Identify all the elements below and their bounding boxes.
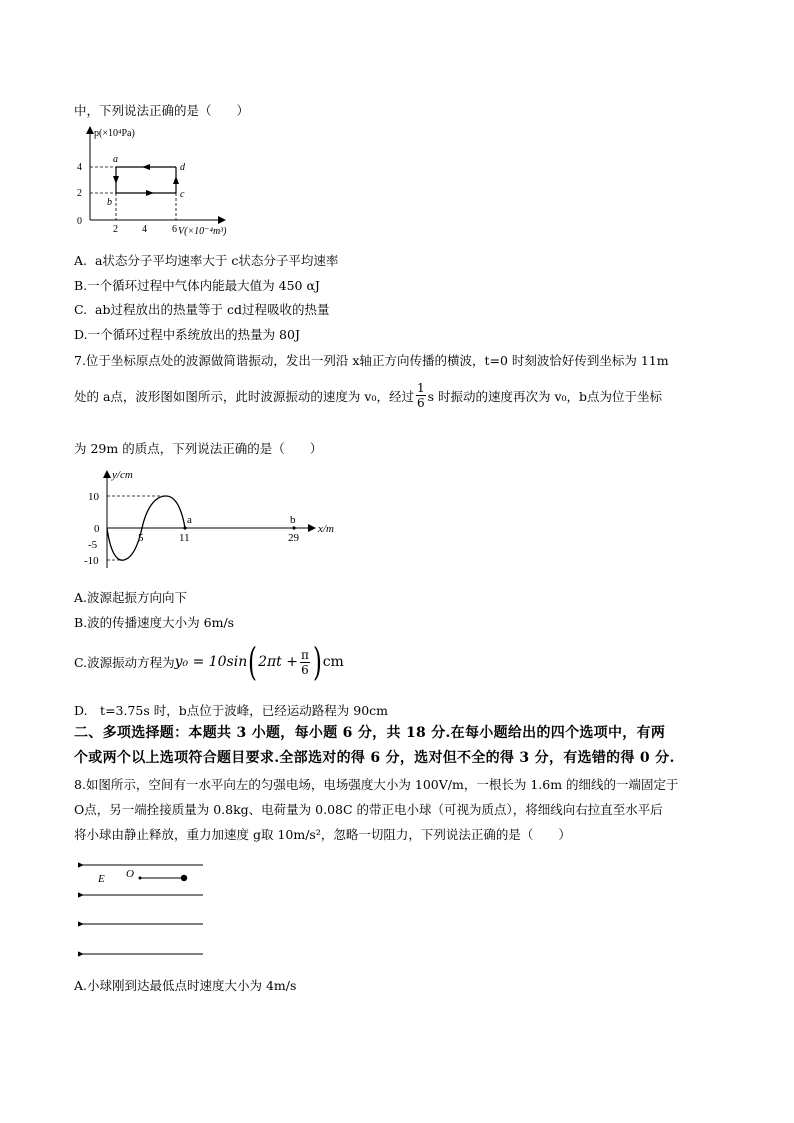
pv-point-a: a [113, 154, 118, 165]
q7-option-c-formula: y₀ = 10sin ( 2πt + $\frac{\pi}{6}$ ) cm [174, 640, 344, 684]
pv-point-b: b [107, 197, 112, 208]
pv-point-d: d [180, 162, 185, 173]
pv-xtick: 4 [142, 224, 147, 235]
wave-x-label: x/m [318, 523, 334, 535]
pv-xtick: 2 [113, 224, 118, 235]
wave-ytick: -5 [88, 539, 98, 551]
q8-stem-line3: 将小球由静止释放，重力加速度 g取 10m/s²，忽略一切阻力，下列说法正确的是（ ） [74, 827, 571, 842]
q7-option-a: A.波源起振方向向下 [74, 590, 188, 605]
q6-option-b: B.一个循环过程中气体内能最大值为 450 αJ [74, 278, 320, 293]
q8-stem-line2: O点，另一端拴接质量为 0.8kg、电荷量为 0.08C 的带正电小球（可视为质点），将细线向右拉直至水平后 [74, 802, 663, 817]
pivot-label-o: O [126, 868, 134, 880]
q6-option-a: A. a状态分子平均速率大于 c状态分子平均速率 [74, 253, 339, 268]
q7-stem-line1: 7.位于坐标原点处的波源做简谐振动，发出一列沿 x轴正方向传播的横波，t=0 时刻波恰好传到坐标为 11m [74, 353, 669, 368]
wave-point-a: a [187, 514, 192, 526]
pv-point-c: c [180, 189, 185, 200]
wave-ytick: 10 [88, 491, 99, 503]
q7-option-d: D. t=3.75s 时，b点位于波峰，已经运动路程为 90cm [74, 703, 389, 718]
q7-fraction: $\frac{1}{6}$ [416, 381, 425, 410]
q7-option-b: B.波的传播速度大小为 6m/s [74, 615, 235, 630]
q6-option-c: C. ab过程放出的热量等于 cd过程吸收的热量 [74, 302, 330, 317]
q6-stem-tail: 中，下列说法正确的是（ ） [74, 103, 250, 118]
q7-stem-line2: 处的 a点，波形图如图所示，此时波源振动的速度为 v₀，经过 $\frac{1}{6}$ s 时振动的速度再次为 v₀，b点为位于坐标 [74, 381, 663, 410]
wave-xtick: 29 [288, 532, 299, 544]
wave-y-label: y/cm [112, 469, 133, 481]
pv-x-label: V(×10⁻⁴m³) [178, 226, 227, 237]
field-figure [78, 855, 208, 965]
pv-arrow-right [146, 190, 154, 196]
wave-graph [74, 466, 354, 578]
pv-xtick: 6 [172, 224, 177, 235]
q7-stem-line3: 为 29m 的质点，下列说法正确的是（ ） [74, 441, 323, 456]
q6-option-d: D.一个循环过程中系统放出的热量为 80J [74, 327, 300, 342]
wave-ytick: -10 [84, 555, 99, 567]
pv-arrow-left [142, 164, 150, 170]
section2-heading-line2: 个或两个以上选项符合题目要求.全部选对的得 6 分，选对但不全的得 3 分，有选错的得 0 分. [74, 750, 675, 766]
wave-point-b: b [290, 514, 296, 526]
pv-ytick: 4 [77, 162, 82, 173]
charged-ball [181, 875, 187, 881]
field-label-e: E [98, 873, 105, 885]
q7-option-c: C.波源振动方程为 y₀ = 10sin ( 2πt + $\frac{\pi}{6}$ ) cm [74, 640, 344, 684]
q8-option-a: A.小球刚到达最低点时速度大小为 4m/s [74, 978, 297, 993]
wave-ytick: 0 [94, 523, 100, 535]
wave-xtick: 11 [179, 532, 190, 544]
wave-xtick: 5 [138, 532, 144, 544]
q8-stem-line1: 8.如图所示，空间有一水平向左的匀强电场，电场强度大小为 100V/m，一根长为 1.6m 的细线的一端固定于 [74, 777, 679, 792]
wave-point-b-dot [292, 526, 295, 529]
pv-ytick: 0 [77, 216, 82, 227]
pv-arrow-down [113, 176, 119, 184]
pv-ytick: 2 [77, 188, 82, 199]
pv-y-label: p(×10⁴Pa) [94, 128, 135, 139]
pv-arrow-up [173, 176, 179, 184]
section2-heading-line1: 二、多项选择题：本题共 3 小题，每小题 6 分，共 18 分.在每小题给出的四个选项中，有两 [74, 725, 666, 741]
pv-graph [74, 122, 244, 237]
